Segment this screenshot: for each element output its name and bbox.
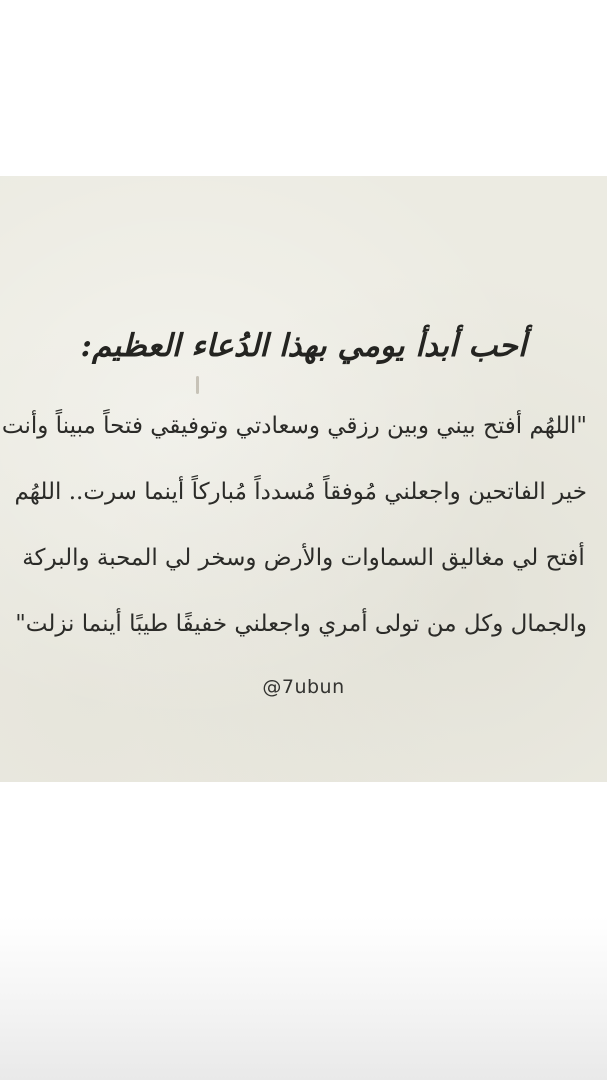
ink-mark [196,376,199,394]
card-heading: أحب أبدأ يومي بهذا الدُعاء العظيم: [80,328,527,364]
bottom-blank-area [0,782,607,1080]
author-handle: @7ubun [262,676,345,698]
prayer-line: والجمال وكل من تولى أمري واجعلني خفيفًا طيبًا أينما نزلت" [15,611,587,637]
prayer-line: "اللهُم أفتح بيني وبين رزقي وسعادتي وتوفيقي فتحاً مبيناً وأنت [1,413,587,439]
prayer-line: أفتح لي مغاليق السماوات والأرض وسخر لي المحبة والبركة [22,545,585,571]
prayer-line: خير الفاتحين واجعلني مُوفقاً مُسدداً مُباركاً أينما سرت.. اللهُم [14,479,587,505]
top-blank-area [0,0,607,176]
quote-card [0,176,607,782]
quote-card-content [0,176,607,782]
prayer-text [1,404,587,668]
